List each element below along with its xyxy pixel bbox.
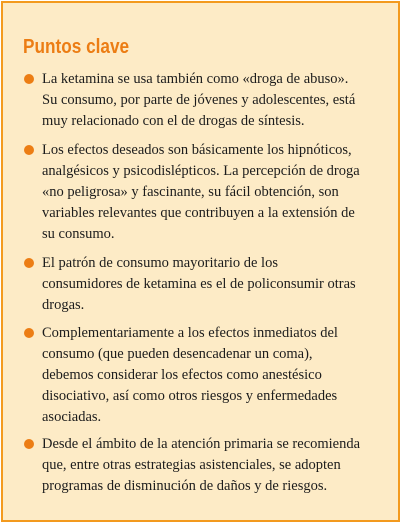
- item-text: [42, 253, 392, 316]
- text-line: «no peligrosa» y fascinante, su fácil obtención, son: [42, 184, 339, 200]
- text-line: Complementariamente a los efectos inmediatos del: [42, 325, 338, 341]
- item-text: [42, 434, 392, 497]
- bullet-dot-icon: [24, 145, 34, 155]
- item-text: [42, 140, 392, 245]
- text-line: La ketamina se usa también como «droga de abuso».: [42, 71, 349, 87]
- bullet-dot-icon: [24, 328, 34, 338]
- text-line: Desde el ámbito de la atención primaria se recomienda: [42, 436, 361, 452]
- key-points-box: [1, 1, 400, 522]
- box-title: Puntos clave: [23, 36, 130, 58]
- text-line: El patrón de consumo mayoritario de los: [42, 255, 278, 271]
- text-line: que, entre otras estrategias asistenciales, se adopten: [42, 457, 341, 473]
- text-line: Los efectos deseados son básicamente los hipnóticos,: [42, 142, 352, 158]
- text-line: consumo (que pueden desencadenar un coma),: [42, 346, 313, 362]
- text-line: debemos considerar los efectos como anestésico: [42, 367, 322, 383]
- text-line: drogas.: [42, 297, 85, 313]
- item-text: [42, 69, 392, 132]
- text-line: consumidores de ketamina es el de policonsumir otras: [42, 276, 356, 292]
- text-line: disociativo, así como otros riesgos y enfermedades: [42, 388, 338, 404]
- bullet-dot-icon: [24, 74, 34, 84]
- item-text: [42, 323, 392, 428]
- text-line: muy relacionado con el de drogas de síntesis.: [42, 113, 305, 129]
- text-line: programas de disminución de daños y de riesgos.: [42, 478, 328, 494]
- text-line: Su consumo, por parte de jóvenes y adolescentes, está: [42, 92, 356, 108]
- text-line: su consumo.: [42, 226, 115, 242]
- bullet-dot-icon: [24, 439, 34, 449]
- text-line: analgésicos y psicodislépticos. La percepción de droga: [42, 163, 360, 179]
- bullet-dot-icon: [24, 258, 34, 268]
- text-line: asociadas.: [42, 409, 102, 425]
- text-line: variables relevantes que contribuyen a la extensión de: [42, 205, 355, 221]
